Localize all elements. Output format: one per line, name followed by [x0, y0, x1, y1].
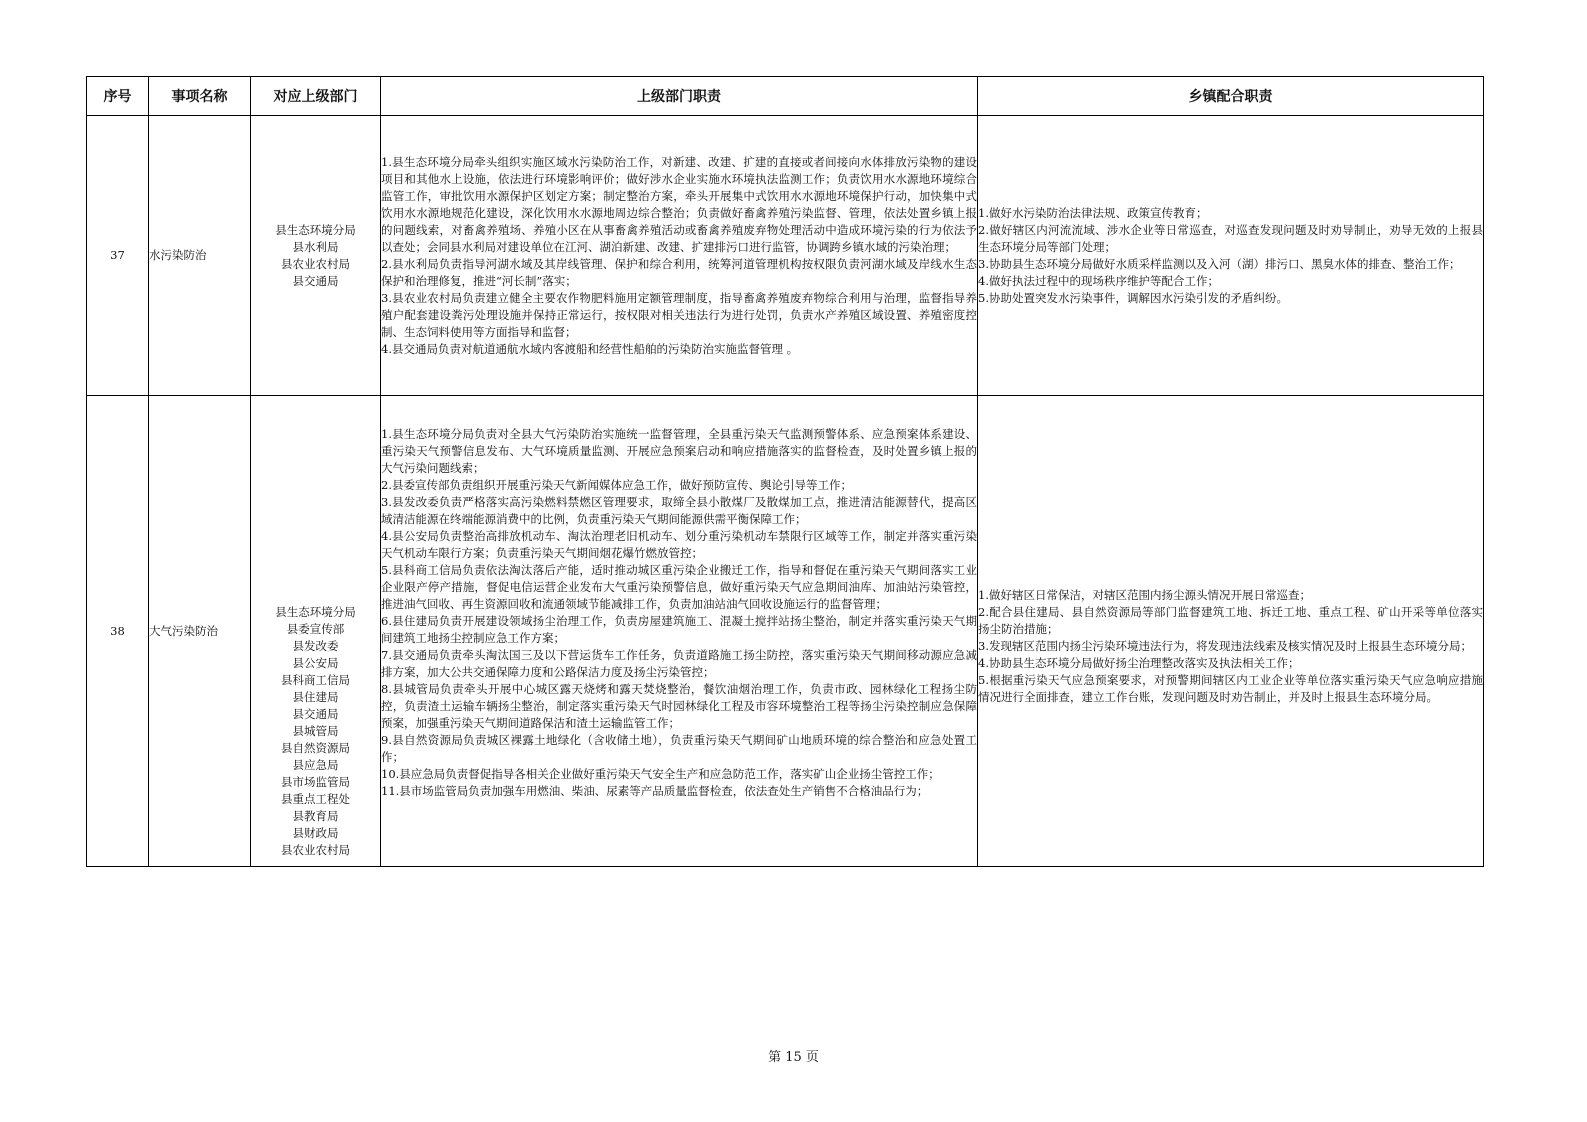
responsibility-table: [86, 76, 1484, 867]
department-name: 县交通局: [292, 707, 339, 721]
duty-item: 2.县委宣传部负责组织开展重污染天气新闻媒体应急工作，做好预防宣传、舆论引导等工作；: [381, 478, 852, 492]
duty-item: 1.县生态环境分局负责对全县大气污染防治实施统一监督管理，全县重污染天气监测预警体系、应急预案体系建设、重污染天气预警信息发布、大气环境质量监测、开展应急预案启动和响应措施落实的监督检查，及时处置乡镇上报的大气污染问题线索；: [381, 427, 977, 475]
duty-item: 6.县住建局负责开展建设领域扬尘治理工作，负责房屋建筑施工、混凝土搅拌站扬尘整治，制定并落实重污染天气期间建筑工地扬尘控制应急工作方案；: [381, 614, 977, 645]
duty-item: 2.县水利局负责指导河湖水域及其岸线管理、保护和综合利用，统筹河道管理机构按权限负责河湖水域及岸线水生态保护和治理修复，推进“河长制”落实；: [381, 256, 977, 288]
duty-item: 5.县科商工信局负责依法淘汰落后产能，适时推动城区重污染企业搬迁工作，指导和督促在重污染天气期间落实工业企业限产停产措施，督促电信运营企业发布大气重污染预警信息，做好重污染天气应急期间油库、加油站污染管控，推进油气回收、再生资源回收和流通领域节能减排工作，负责加油站油气回收设施运行的监督管理；: [381, 563, 977, 611]
row-departments: [251, 396, 381, 867]
coop-item: 5.根据重污染天气应急预案要求，对预警期间辖区内工业企业等单位落实重污染天气应急响应措施情况进行全面排查，建立工作台账，发现问题及时劝告制止，并及时上报县生态环境分局。: [978, 672, 1483, 704]
coop-item: 5.协助处置突发水污染事件，调解因水污染引发的矛盾纠纷。: [978, 290, 1288, 305]
duty-item: 4.县公安局负责整治高排放机动车、淘汰治理老旧机动车、划分重污染机动车禁限行区域等工作，制定并落实重污染天气机动车限行方案；负责重污染天气期间烟花爆竹燃放管控；: [381, 529, 977, 560]
coop-item: 1.做好水污染防治法律法规、政策宣传教育；: [978, 205, 1208, 220]
department-name: 县应急局: [292, 758, 339, 772]
table-header-row: [87, 77, 1484, 116]
table-row: [87, 116, 1484, 396]
page-number: 第 15 页: [768, 1050, 819, 1065]
coop-item: 3.发现辖区范围内扬尘污染环境违法行为，将发现违法线索及核实情况及时上报县生态环境分局；: [978, 638, 1472, 653]
department-name: 县重点工程处: [281, 792, 350, 806]
duty-item: 8.县城管局负责牵头开展中心城区露天烧烤和露天焚烧整治，餐饮油烟治理工作，负责市政、园林绿化工程扬尘防控，负责渣土运输车辆扬尘整治，制定落实重污染天气时园林绿化工程及市容环境整治工程等扬尘污染控制应急保障预案，加强重污染天气期间道路保洁和渣土运输监管工作；: [381, 682, 977, 730]
duty-item: 11.县市场监管局负责加强车用燃油、柴油、尿素等产品质量监督检查，依法查处生产销售不合格油品行为；: [381, 784, 929, 798]
department-name: 县交通局: [292, 273, 339, 288]
header-item-name: 事项名称: [149, 77, 251, 116]
row-serial-number: 37: [87, 116, 149, 396]
department-name: 县农业农村局: [281, 843, 350, 857]
department-name: 县城管局: [292, 724, 339, 738]
coop-list: [978, 557, 1483, 706]
header-superior-duties: 上级部门职责: [381, 77, 978, 116]
department-name: 县财政局: [292, 826, 339, 840]
row-township-duties: [978, 396, 1484, 867]
coop-item: 1.做好辖区日常保洁，对辖区范围内扬尘源头情况开展日常巡查；: [978, 587, 1311, 602]
duty-item: 9.县自然资源局负责城区裸露土地绿化（含收储土地），负责重污染天气期间矿山地质环境的综合整治和应急处置工作；: [381, 733, 977, 764]
header-serial-number: 序号: [87, 77, 149, 116]
duty-item: 10.县应急局负责督促指导各相关企业做好重污染天气安全生产和应急防范工作，落实矿山企业扬尘管控工作；: [381, 767, 940, 781]
row-serial-number: 38: [87, 396, 149, 867]
department-name: 县自然资源局: [281, 741, 350, 755]
duty-item: 3.县农业农村局负责建立健全主要农作物肥料施用定额管理制度，指导畜禽养殖废弃物综合利用与治理，监督指导养殖户配套建设粪污处理设施并保持正常运行，按权限对相关违法行为进行处罚，负责水产养殖区域设置、养殖密度控制、生态饲料使用等方面指导和监督；: [381, 290, 977, 339]
department-name: 县公安局: [292, 656, 339, 670]
coop-item: 2.配合县住建局、县自然资源局等部门监督建筑工地、拆迁工地、重点工程、矿山开采等单位落实扬尘防治措施；: [978, 604, 1483, 636]
department-name: 县市场监管局: [281, 775, 350, 789]
duty-item: 1.县生态环境分局牵头组织实施区域水污染防治工作，对新建、改建、扩建的直接或者间接向水体排放污染物的建设项目和其他水上设施，依法进行环境影响评价；做好涉水企业实施水环境执法监测工作；负责饮用水水源地环境综合监管工作，审批饮用水源保护区划定方案；制定整治方案，牵头开展集中式饮用水水源地环境保护行动，加快集中式饮用水水源地规范化建设，深化饮用水水源地周边综合整治；负责做好畜禽养殖污染监督、管理，依法处置乡镇上报的问题线索，对畜禽养殖场、养殖小区在从事畜禽养殖活动或畜禽养殖废弃物处理活动中造成环境污染的行为依法予以查处；会同县水利局对建设单位在江河、湖泊新建、改建、扩建排污口进行监管，协调跨乡镇水域的污染治理；: [381, 154, 977, 254]
department-name: 县委宣传部: [286, 622, 345, 636]
header-superior-department: 对应上级部门: [251, 77, 381, 116]
department-name: 县水利局: [292, 239, 339, 254]
coop-item: 4.做好执法过程中的现场秩序维护等配合工作；: [978, 273, 1219, 288]
duty-list: [381, 396, 977, 826]
coop-item: 3.协助县生态环境分局做好水质采样监测以及入河（湖）排污口、黑臭水体的排查、整治工作；: [978, 256, 1461, 271]
department-name: 县生态环境分局: [275, 605, 356, 619]
duty-item: 4.县交通局负责对航道通航水域内客渡船和经营性船舶的污染防治实施监督管理 。: [381, 341, 799, 356]
department-name: 县科商工信局: [281, 673, 350, 687]
row-township-duties: [978, 116, 1484, 396]
duty-item: 7.县交通局负责牵头淘汰国三及以下营运货车工作任务，负责道路施工扬尘防控，落实重污染天气期间移动源应急减排方案，加大公共交通保障力度和公路保洁力度及扬尘污染管控；: [381, 648, 977, 679]
row-item-name: 水污染防治: [149, 116, 251, 396]
row-superior-duties: [381, 396, 978, 867]
duty-item: 3.县发改委负责严格落实高污染燃料禁燃区管理要求，取缔全县小散煤厂及散煤加工点，推进清洁能源替代，提高区域清洁能源在终端能源消费中的比例，负责重污染天气期间能源供需平衡保障工作；: [381, 495, 977, 526]
department-name: 县教育局: [292, 809, 339, 823]
department-name: 县住建局: [292, 690, 339, 704]
row-item-name: 大气污染防治: [149, 396, 251, 867]
department-list: [251, 604, 380, 866]
header-township-duties: 乡镇配合职责: [978, 77, 1484, 116]
coop-item: 2.做好辖区内河流流域、涉水企业等日常巡查，对巡查发现问题及时劝导制止，劝导无效的上报县生态环境分局等部门处理；: [978, 222, 1483, 254]
row-superior-duties: [381, 116, 978, 396]
department-name: 县生态环境分局: [275, 222, 356, 237]
table-row: [87, 396, 1484, 867]
coop-item: 4.协助县生态环境分局做好扬尘治理整改落实及执法相关工作；: [978, 655, 1300, 670]
department-name: 县农业农村局: [281, 256, 350, 271]
row-departments: [251, 116, 381, 396]
department-name: 县发改委: [292, 639, 339, 653]
